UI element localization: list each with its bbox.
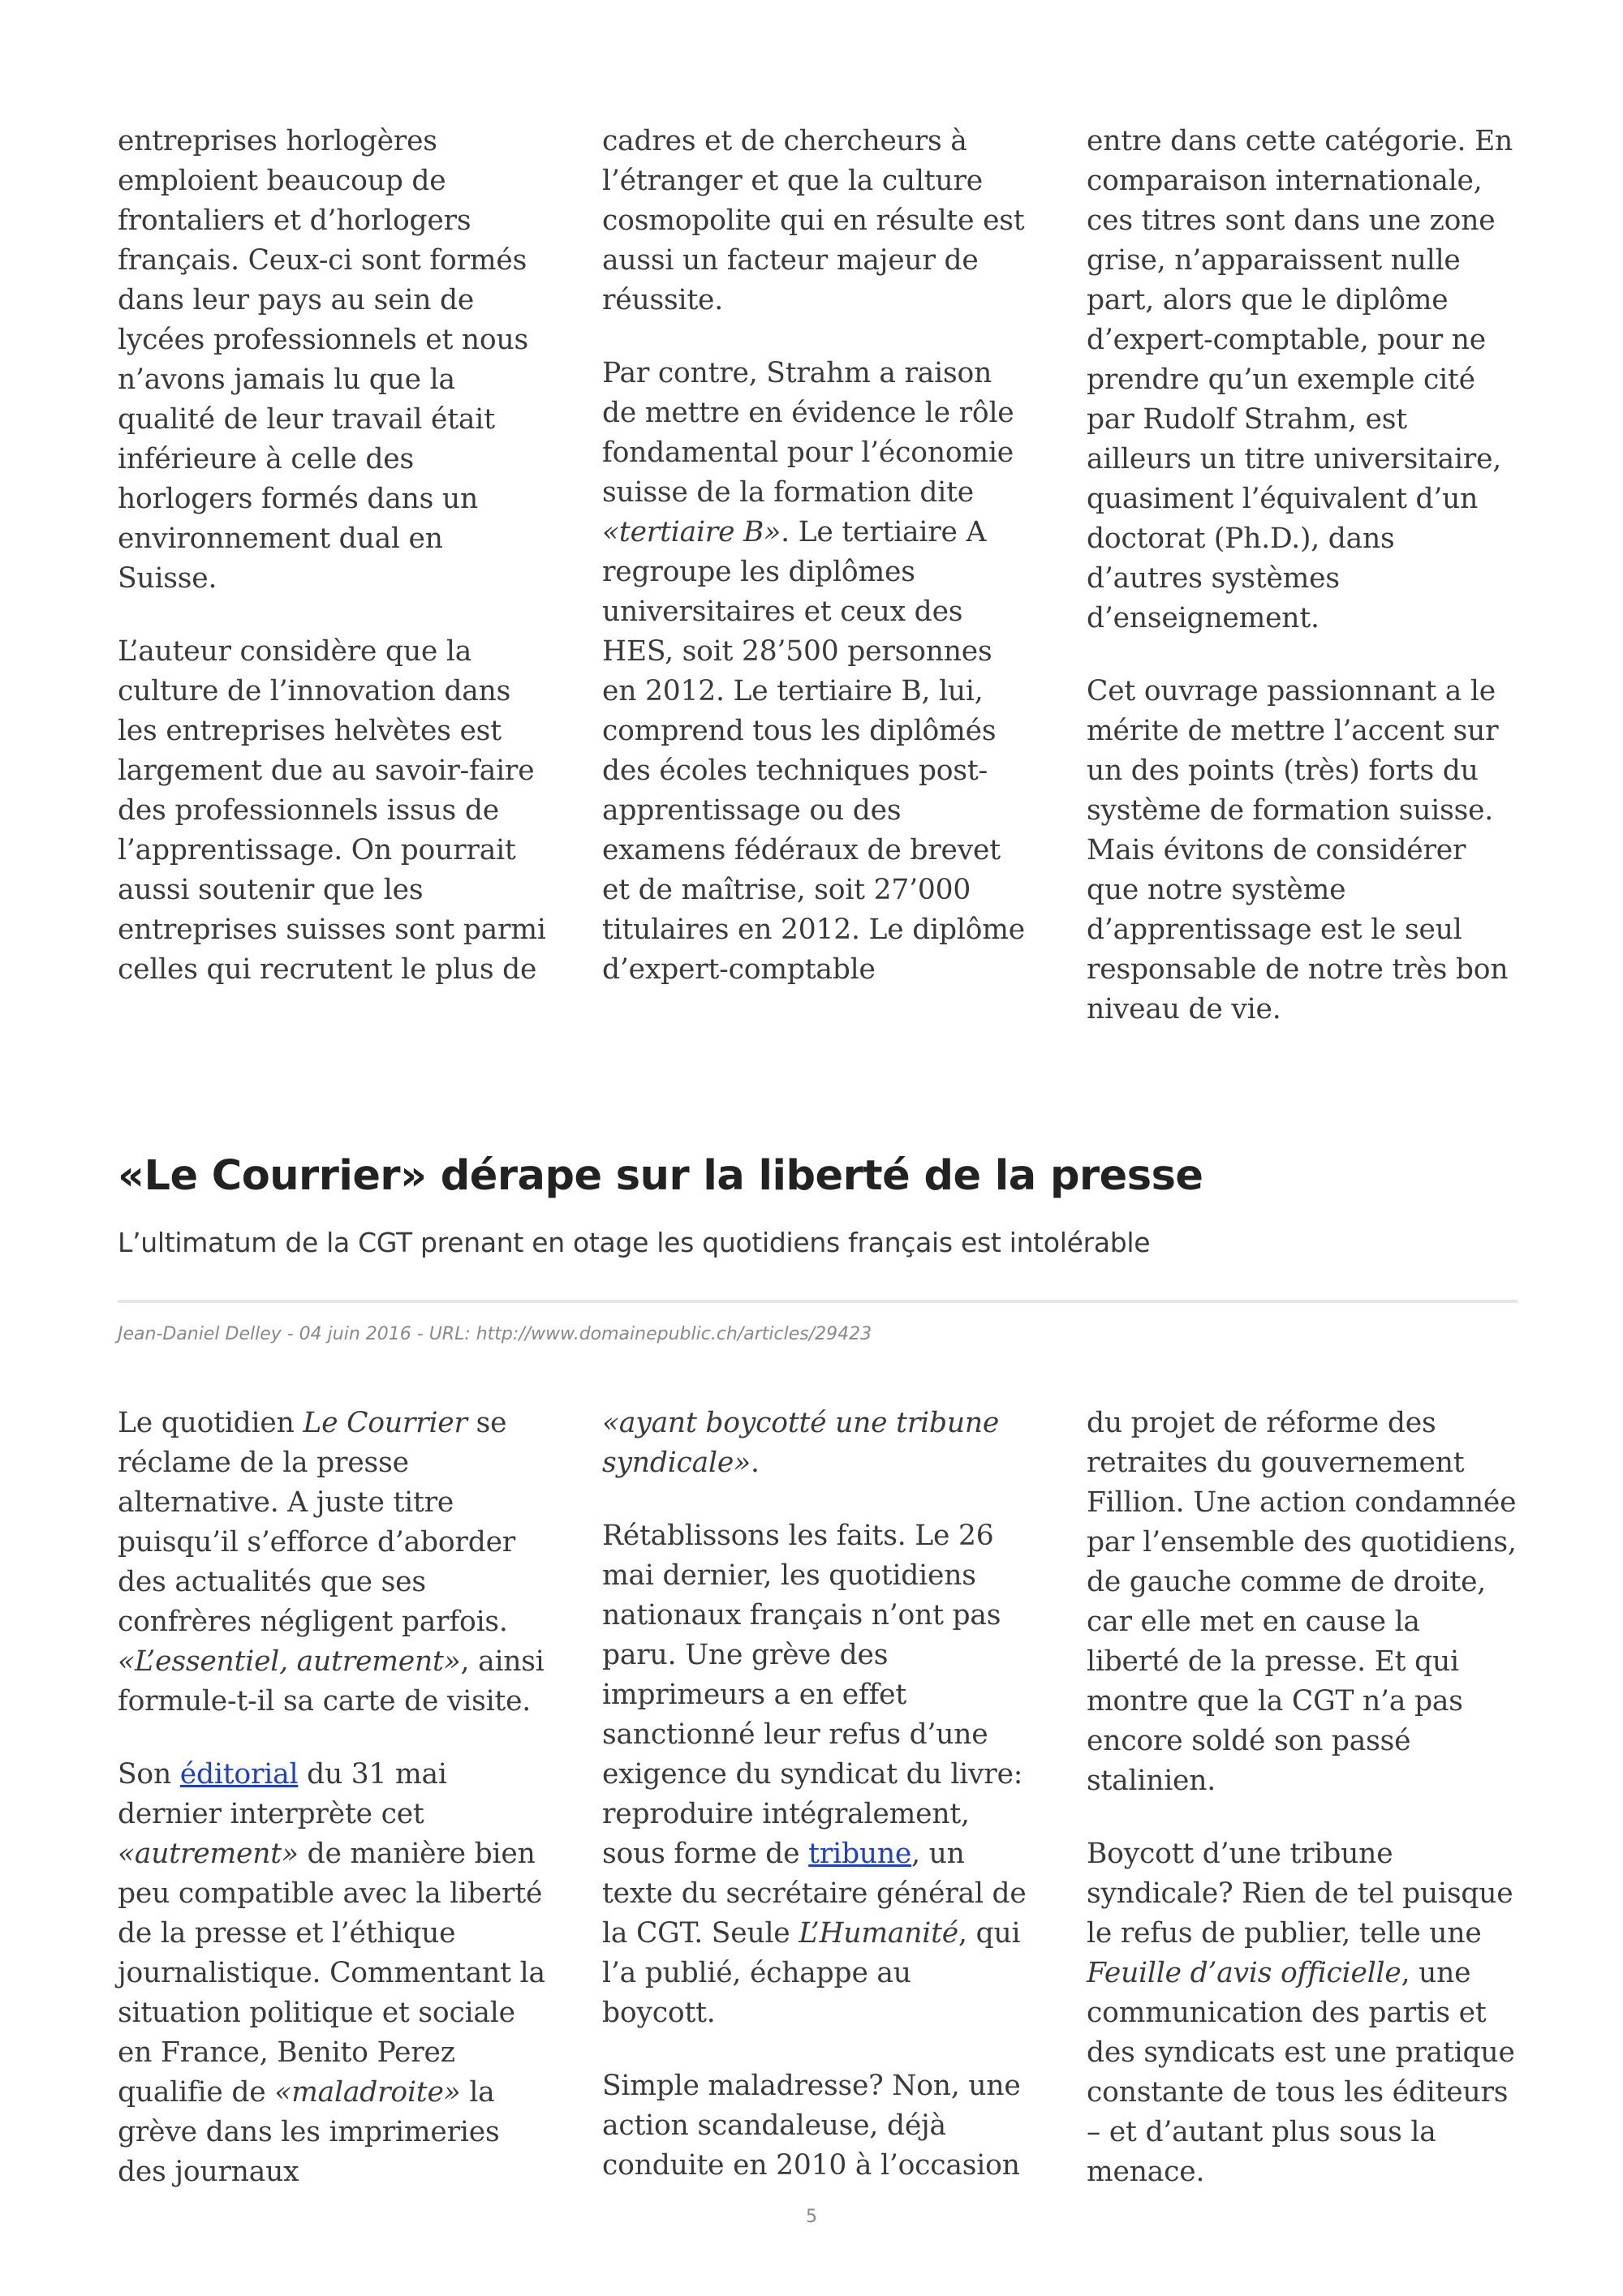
italic-text: «L’essentiel, autrement»	[118, 1645, 461, 1678]
italic-text: Le Courrier	[303, 1407, 467, 1439]
text: se réclame de la presse alternative. A juste titre puisqu’il s’efforce d’aborder des actualités que ses confrères négligent parfois.	[118, 1407, 516, 1638]
paragraph: Simple maladresse? Non, une action scandaleuse, déjà conduite en 2010 à l’occasion	[602, 2070, 1021, 2182]
page-number: 5	[806, 2207, 817, 2227]
italic-text: Feuille d’avis officielle	[1087, 1957, 1401, 1989]
article-columns	[118, 1404, 1518, 2192]
italic-text: «tertiaire B»	[602, 516, 781, 548]
column-2	[602, 122, 1032, 1030]
paragraph: entreprises horlogères emploient beaucoup de frontaliers et d’horlogers français. Ceux-ci sont formés dans leur pays au sein de lycées professionnels et nous n’avons jamais lu que la qualité de leur travail était inférieure à celle des horlogers formés dans un environnement dual en Suisse.	[118, 125, 529, 595]
divider	[118, 1300, 1518, 1303]
italic-text: L’Humanité	[799, 1917, 959, 1950]
paragraph: entre dans cette catégorie. En comparaison internationale, ces titres sont dans une zone grise, n’apparaissent nulle part, alors que le diplôme d’expert-comptable, pour ne prendre qu’un exemple cité par Rudolf Strahm, est ailleurs un titre universitaire, quasiment l’équivalent d’un doctorat (Ph.D.), dans d’autres systèmes d’enseignement.	[1087, 125, 1513, 634]
text: la grève dans les imprimeries des journaux	[118, 2076, 500, 2188]
text: Son	[118, 1758, 180, 1791]
text: .	[750, 1447, 760, 1479]
paragraph	[602, 1516, 1032, 2033]
column-3	[1087, 1404, 1517, 2192]
paragraph	[1087, 1834, 1517, 2192]
text: , un texte du secrétaire général de la CGT. Seule	[602, 1838, 1027, 1950]
text: , qui l’a publié, échappe au boycott.	[602, 1917, 1021, 2029]
column-2	[602, 1404, 1032, 2192]
text: . Le tertiaire A regroupe les diplômes universitaires et ceux des HES, soit 28’500 personnes en 2012. Le tertiaire B, lui, comprend tous les diplômés des écoles techniques post-apprentissage ou des examens fédéraux de brevet et de maîtrise, soit 27’000 titulaires en 2012. Le diplôme d’expert-comptable	[602, 516, 1025, 986]
text: Rétablissons les faits. Le 26 mai dernier, les quotidiens nationaux français n’ont pas paru. Une grève des imprimeurs a en effet sanctionné leur refus d’une exigence du syndicat du livre: reproduire intégralement, sous forme de	[602, 1520, 1023, 1870]
text: , ainsi formule-t-il sa carte de visite.	[118, 1645, 545, 1718]
paragraph: cadres et de chercheurs à l’étranger et que la culture cosmopolite qui en résulte est aussi un facteur majeur de réussite.	[602, 125, 1025, 316]
paragraph: du projet de réforme des retraites du gouvernement Fillion. Une action condamnée par l’ensemble des quotidiens, de gauche comme de droite, car elle met en cause la liberté de la presse. Et qui montre que la CGT n’a pas encore soldé son passé stalinien.	[1087, 1407, 1517, 1797]
italic-text: «maladroite»	[274, 2076, 461, 2109]
article-subtitle: L’ultimatum de la CGT prenant en otage les quotidiens français est intolérable	[118, 1227, 1151, 1258]
paragraph: L’auteur considère que la culture de l’innovation dans les entreprises helvètes est largement due au savoir-faire des professionnels issus de l’apprentissage. On pourrait aussi soutenir que les entreprises suisses sont parmi celles qui recrutent le plus de	[118, 635, 546, 986]
column-3	[1087, 122, 1517, 1030]
paragraph	[602, 1404, 1032, 1483]
text: Boycott d’une tribune syndicale? Rien de tel puisque le refus de publier, telle une	[1087, 1838, 1513, 1950]
italic-text: «ayant boycotté une tribune syndicale»	[602, 1407, 1000, 1479]
column-1	[118, 122, 548, 1030]
text: du 31 mai dernier interprète cet	[118, 1758, 447, 1830]
tribune-link[interactable]: tribune	[808, 1838, 912, 1870]
text: Par contre, Strahm a raison de mettre en évidence le rôle fondamental pour l’économie suisse de la formation dite	[602, 357, 1014, 509]
article-title: «Le Courrier» dérape sur la liberté de la presse	[118, 1152, 1203, 1200]
column-1	[118, 1404, 548, 2192]
italic-text: «autrement»	[118, 1838, 299, 1870]
text: Le quotidien	[118, 1407, 304, 1439]
paragraph	[118, 1404, 548, 1722]
paragraph	[602, 354, 1032, 990]
editorial-link[interactable]: éditorial	[179, 1758, 299, 1791]
text: de manière bien peu compatible avec la liberté de la presse et l’éthique journalistique. Commentant la situation politique et sociale en France, Benito Perez qualifie de	[118, 1838, 545, 2109]
previous-article-columns	[118, 122, 1518, 1030]
paragraph: Cet ouvrage passionnant a le mérite de mettre l’accent sur un des points (très) forts du système de formation suisse. Mais évitons de considérer que notre système d’apprentissage est le seul responsable de notre très bon niveau de vie.	[1087, 675, 1509, 1025]
paragraph	[118, 1755, 548, 2192]
text: , une communication des partis et des syndicats est une pratique constante de tous les éditeurs – et d’autant plus sous la menace.	[1087, 1957, 1515, 2188]
article-meta: Jean-Daniel Delley - 04 juin 2016 - URL: http://www.domainepublic.ch/articles/29423	[118, 1324, 872, 1344]
